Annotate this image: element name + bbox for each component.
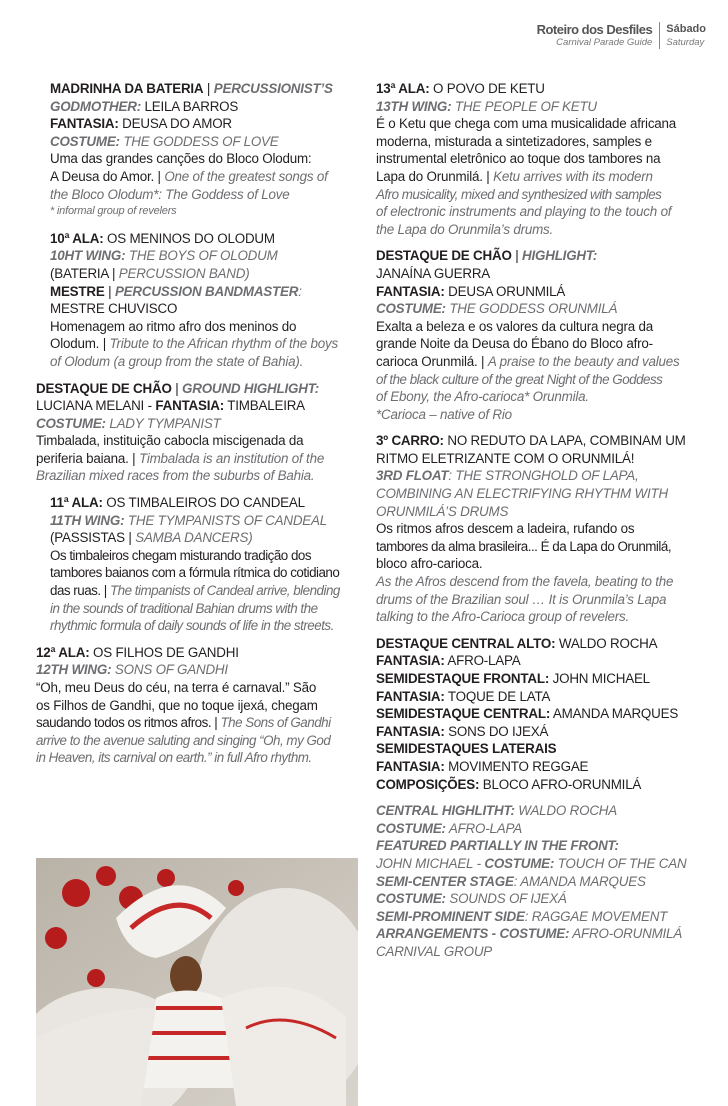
arrangements-value: CARNIVAL GROUP [376, 943, 493, 959]
fantasia-label: FANTASIA: [376, 283, 445, 299]
description-line: tambores da alma brasileira... É da Lapa do Orunmilá, [376, 538, 672, 554]
description-line: os Filhos de Gandhi, que no toque ijexá, chegam [36, 697, 318, 713]
costume-value: THE GODDESS OF LOVE [119, 133, 279, 149]
wing-label-en: 11TH WING: [50, 512, 125, 528]
wing-label-en: 13TH WING: [376, 98, 452, 114]
colon: : [298, 283, 302, 299]
description-line: Lapa do Orunmilá. | [376, 168, 494, 184]
description-line: bloco afro-carioca. [376, 556, 483, 572]
description-line: Olodum. | [50, 336, 110, 352]
description-line: grande Noite da Deusa do Ébano do Bloco afro- [376, 336, 653, 352]
role-value-en: JOHN MICHAEL - [376, 855, 485, 871]
wing-label: 11ª ALA: [50, 495, 103, 511]
fantasia-label: FANTASIA: [376, 688, 445, 704]
description-line: A Deusa do Amor. | [50, 168, 165, 184]
description-line: Exalta a beleza e os valores da cultura negra da [376, 318, 653, 334]
role-label-en: FEATURED PARTIALLY IN THE FRONT: [376, 838, 619, 854]
float-label: 3º CARRO: [376, 433, 444, 449]
costume-label: COSTUME: [36, 415, 106, 431]
role-value: WALDO ROCHA [555, 635, 658, 651]
description-en: the Lapa do Orunmila’s drums. [376, 221, 554, 237]
description-line: carioca Orunmilá. | [376, 353, 488, 369]
fantasia-value: MOVIMENTO REGGAE [444, 758, 589, 774]
wing-name-en: THE BOYS OF OLODUM [125, 248, 278, 264]
description-en: drums of the Brazilian soul … It is Orunmila’s Lapa [376, 591, 667, 607]
role-label: SEMIDESTAQUE CENTRAL: [376, 706, 551, 722]
wing-label: 12ª ALA: [36, 644, 90, 660]
right-column [376, 80, 712, 970]
wing-name-en: SONS OF GANDHI [111, 662, 228, 678]
description-en: The Sons of Gandhi [220, 715, 331, 731]
costume-value: AFRO-LAPA [445, 820, 522, 836]
description-en: of Ebony, the Afro-carioca* Orunmila. [376, 389, 589, 405]
wing-name: OS TIMBALEIROS DO CANDEAL [102, 495, 305, 511]
role-value-en: : RAGGAE MOVEMENT [524, 908, 668, 924]
description-en: of the black culture of the great Night of the Goddess [376, 371, 663, 387]
destaque-label-en: HIGHLIGHT: [522, 248, 598, 264]
fantasia-value: SONS DO IJEXÁ [444, 723, 549, 739]
description-en: arrive to the avenue saluting and singing “Oh, my God [36, 732, 331, 748]
fantasia-value: TOQUE DE LATA [444, 688, 551, 704]
description-en: A praise to the beauty and values [487, 353, 680, 369]
madrinha-label-en: PERCUSSIONIST’S [213, 81, 333, 96]
mestre-label-en: PERCUSSION BANDMASTER [114, 283, 299, 299]
bateria-label: (BATERIA | [50, 265, 119, 281]
float-name: NO REDUTO DA LAPA, COMBINAM UM [443, 433, 686, 449]
description-en: the Bloco Olodum*: The Goddess of Love [50, 186, 290, 202]
description-line: Timbalada, instituição cabocla miscigenada da [36, 433, 304, 449]
float-name: RITMO ELETRIZANTE COM O ORUNMILÁ! [376, 450, 635, 466]
destaque-label: DESTAQUE DE CHÃO [36, 380, 172, 396]
ala13-section [376, 80, 712, 238]
description-en: rhythmic formula of daily sounds of life in the streets. [50, 618, 334, 634]
separator: | [104, 283, 115, 299]
destaque-name: JANAÍNA GUERRA [376, 265, 491, 281]
description-en: Timbalada is an institution of the [138, 450, 325, 466]
wing-name-en: THE PEOPLE OF KETU [451, 98, 597, 114]
madrinha-name: LEILA BARROS [140, 98, 239, 114]
description-en: of Olodum (a group from the state of Bahia). [50, 353, 304, 369]
separator: | [203, 81, 214, 96]
guide-title-block [537, 22, 660, 49]
wing-name-en: THE TYMPANISTS OF CANDEAL [124, 512, 328, 528]
page-header [537, 22, 706, 49]
wing-name: OS FILHOS DE GANDHI [89, 644, 239, 660]
fantasia-value: TIMBALEIRA [224, 398, 305, 414]
costume-label: COSTUME: [484, 855, 555, 871]
carro3-section [376, 432, 712, 626]
fantasia-label: FANTASIA: [376, 758, 445, 774]
role-label: SEMIDESTAQUES LATERAIS [376, 741, 557, 757]
fantasia-label: FANTASIA: [376, 723, 445, 739]
wing-label: 10ª ALA: [50, 230, 104, 246]
footnote: * informal group of revelers [50, 205, 177, 218]
costume-label: COSTUME: [376, 301, 446, 317]
description-en: in the sounds of traditional Bahian drums with the [50, 600, 318, 616]
photo-illustration [36, 858, 358, 1106]
description-en: One of the greatest songs of [164, 168, 328, 184]
fantasia-value: DEUSA ORUNMILÁ [444, 283, 566, 299]
mestre-name: MESTRE CHUVISCO [50, 301, 178, 317]
guide-title: Roteiro dos Desfiles [536, 22, 653, 37]
description-en: of electronic instruments and playing to the touch of [376, 204, 672, 220]
description-en: Brazilian mixed races from the suburbs of Bahia. [36, 468, 315, 484]
costume-value: THE GODDESS ORUNMILÁ [445, 301, 618, 317]
description-line: “Oh, meu Deus do céu, na terra é carnaval.” São [36, 680, 317, 695]
role-label-en: CENTRAL HIGHLITHT: [376, 803, 515, 819]
wing-label-en: 10HT WING: [50, 248, 126, 264]
fantasia-value: AFRO-LAPA [444, 653, 521, 669]
description-line: Homenagem ao ritmo afro dos meninos do [50, 318, 297, 334]
bateria-label-en: PERCUSSION BAND) [118, 265, 250, 281]
composicoes-label: COMPOSIÇÕES: [376, 776, 480, 792]
destaque-name: LUCIANA MELANI - [36, 398, 156, 414]
left-column [36, 80, 358, 776]
central-en-section [376, 802, 712, 960]
role-label: DESTAQUE CENTRAL ALTO: [376, 635, 556, 651]
costume-value: LADY TYMPANIST [105, 415, 221, 431]
destaque-chao-section [36, 380, 358, 486]
description-line: periferia baiana. | [36, 450, 139, 466]
description-en: talking to the Afro-Carioca group of revelers. [376, 609, 630, 625]
description-en: in Heaven, its carnival on earth.” in full Afro rhythm. [36, 750, 312, 766]
costume-label: COSTUME: [376, 820, 446, 836]
float-name-en: COMBINING AN ELECTRIFYING RHYTHM WITH [376, 486, 668, 502]
madrinha-label-en-2: GODMOTHER: [50, 98, 141, 114]
role-label-en: SEMI-CENTER STAGE [376, 873, 514, 889]
separator: | [171, 380, 183, 396]
ala10-section [36, 230, 358, 371]
destaque-label-en: GROUND HIGHLIGHT: [182, 380, 319, 396]
central-section [376, 635, 712, 793]
wing-name: O POVO DE KETU [429, 81, 545, 96]
costume-value: TOUCH OF THE CAN [554, 855, 687, 871]
role-value: JOHN MICHAEL [549, 671, 650, 686]
wing-name: OS MENINOS DO OLODUM [103, 230, 275, 246]
role-label: SEMIDESTAQUE FRONTAL: [376, 671, 550, 686]
separator: | [511, 248, 523, 264]
description-en: Tribute to the African rhythm of the boys [109, 336, 339, 352]
fantasia-label: FANTASIA: [155, 398, 225, 414]
role-value-en: : AMANDA MARQUES [513, 873, 646, 889]
day-label: Sábado [666, 23, 706, 35]
madrinha-label: MADRINHA DA BATERIA [50, 81, 204, 96]
description-en: The timpanists of Candeal arrive, blending [110, 583, 340, 599]
wing-label-en: 12TH WING: [36, 662, 112, 678]
arrangements-value: AFRO-ORUNMILÁ [569, 926, 683, 942]
float-name-en: : THE STRONGHOLD OF LAPA, [448, 468, 639, 484]
passistas-label: (PASSISTAS | [50, 530, 136, 546]
mestre-label: MESTRE [50, 283, 105, 299]
arrangements-label: ARRANGEMENTS - COSTUME: [376, 926, 570, 942]
description-en: Ketu arrives with its modern [493, 168, 653, 184]
description-en: Afro musicality, mixed and synthesized with samples [376, 186, 662, 202]
description-en: As the Afros descend from the favela, beating to the [376, 574, 674, 590]
ala11-section [36, 494, 358, 635]
fantasia-label: FANTASIA: [50, 116, 119, 132]
guide-subtitle: Carnival Parade Guide [556, 37, 653, 48]
costume-label: COSTUME: [50, 133, 120, 149]
fantasia-value: DEUSA DO AMOR [118, 116, 232, 132]
day-block [659, 22, 706, 49]
description-line: tambores baianos com a fórmula rítmica do cotidiano [50, 565, 340, 581]
costume-label: COSTUME: [376, 891, 446, 907]
passistas-label-en: SAMBA DANCERS) [135, 530, 253, 546]
role-label-en: SEMI-PROMINENT SIDE [376, 908, 525, 924]
description-line: das ruas. | [50, 583, 110, 599]
float-name-en: ORUNMILÁ’S DRUMS [376, 503, 509, 519]
footnote: *Carioca – native of Rio [376, 406, 512, 422]
carnival-dancer-photo [36, 858, 358, 1106]
day-label-en: Saturday [666, 37, 705, 48]
float-label-en: 3RD FLOAT [376, 468, 449, 484]
description-line: moderna, misturada a sintetizadores, samples e [376, 133, 652, 149]
description-line: Uma das grandes canções do Bloco Olodum: [50, 151, 312, 167]
description-line: É o Ketu que chega com uma musicalidade africana [376, 116, 677, 132]
destaque-label: DESTAQUE DE CHÃO [376, 248, 512, 264]
composicoes-value: BLOCO AFRO-ORUNMILÁ [479, 776, 642, 792]
fantasia-label: FANTASIA: [376, 653, 445, 669]
description-line: saudando todos os ritmos afros. | [36, 715, 221, 731]
description-line: instrumental eletrônico ao toque dos tambores na [376, 151, 661, 167]
ala12-section [36, 644, 358, 767]
madrinha-section [36, 80, 358, 221]
role-value-en: WALDO ROCHA [514, 803, 617, 819]
destaque-highlight-section [376, 247, 712, 423]
costume-value: SOUNDS OF IJEXÁ [445, 891, 567, 907]
description-line: Os timbaleiros chegam misturando tradição dos [50, 547, 312, 563]
description-line: Os ritmos afros descem a ladeira, rufando os [376, 521, 635, 537]
role-value: AMANDA MARQUES [550, 706, 679, 722]
wing-label: 13ª ALA: [376, 81, 430, 96]
